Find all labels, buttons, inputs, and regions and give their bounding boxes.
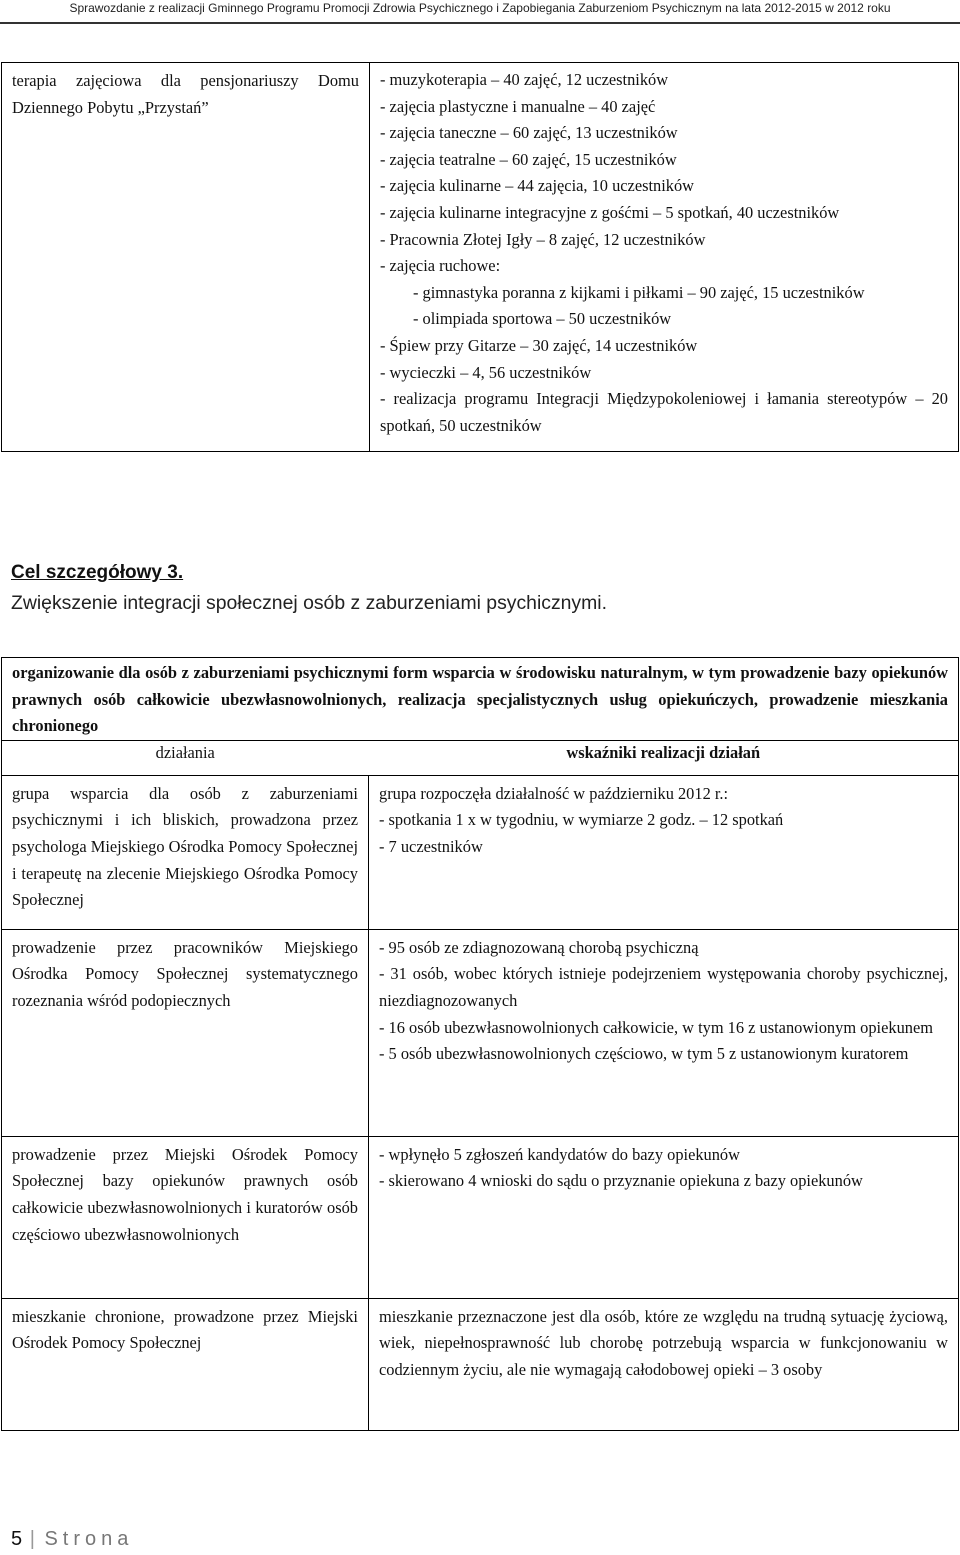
list-item: - 95 osób ze zdiagnozowaną chorobą psychiczną — [379, 937, 699, 957]
indicators-cell — [369, 775, 959, 929]
list-item: - 16 osób ubezwłasnowolnionych całkowicie, w tym 16 z ustanowionym opiekunem — [379, 1017, 933, 1037]
list-item: - gimnastyka poranna z kijkami i piłkami – 90 zajęć, 15 uczestników — [413, 282, 865, 302]
list-item: - skierowano 4 wnioski do sądu o przyznanie opiekuna z bazy opiekunów — [379, 1171, 863, 1191]
list-item: - wpłynęło 5 zgłoszeń kandydatów do bazy opiekunów — [379, 1144, 740, 1164]
list-item: - Śpiew przy Gitarze – 30 zajęć, 14 uczestników — [380, 335, 698, 355]
table-row — [2, 1136, 959, 1298]
list-item: - realizacja programu Integracji Międzypokoleniowej i łamania stereotypów – 20 spotkań, 50 uczestników — [380, 389, 948, 435]
column-header-actions: działania — [2, 740, 369, 775]
list-item: - zajęcia taneczne – 60 zajęć, 13 uczestników — [380, 123, 678, 143]
action-cell: grupa wsparcia dla osób z zaburzeniami psychicznymi i ich bliskich, prowadzona przez psychologa Miejskiego Ośrodka Pomocy Społecznej i terapeutę na zlecenie Miejskiego Ośrodka Pomocy Społecznej — [2, 775, 369, 929]
table-row — [2, 775, 959, 929]
table-row — [2, 1298, 959, 1430]
list-item: - 5 osób ubezwłasnowolnionych częściowo, w tym 5 z ustanowionym kuratorem — [379, 1044, 909, 1064]
list-item: mieszkanie przeznaczone jest dla osób, które ze względu na trudną sytuację życiową, wiek, niepełnosprawność lub chorobę potrzebują wsparcia w funkcjonowaniu w codziennym życiu, ale nie wymagają całodobowej opieki – 3 osoby — [379, 1306, 949, 1379]
indicators-cell — [370, 63, 959, 452]
list-item: - spotkania 1 x w tygodniu, w wymiarze 2 godz. – 12 spotkań — [379, 810, 784, 830]
footer-label: Strona — [44, 1528, 134, 1550]
footer-separator: | — [29, 1528, 36, 1550]
list-item: - zajęcia ruchowe: — [380, 256, 501, 276]
table-row — [2, 63, 959, 452]
page-header: Sprawozdanie z realizacji Gminnego Programu Promocji Zdrowia Psychicznego i Zapobiegania Zaburzeniom Psychicznym na lata 2012-2015 w 2012 roku — [69, 1, 891, 15]
support-table — [1, 657, 959, 1431]
list-item: grupa rozpoczęła działalność w październiku 2012 r.: — [379, 783, 729, 803]
list-item: - zajęcia kulinarne integracyjne z gośćmi – 5 spotkań, 40 uczestników — [380, 202, 840, 222]
list-item: - 7 uczestników — [379, 836, 483, 856]
header-rule — [0, 22, 960, 24]
action-cell: prowadzenie przez pracowników Miejskiego Ośrodka Pomocy Społecznej systematycznego rozeznania wśród podopiecznych — [2, 929, 369, 1136]
indicators-cell — [369, 1136, 959, 1298]
list-item: - zajęcia plastyczne i manualne – 40 zajęć — [380, 96, 656, 116]
action-cell: prowadzenie przez Miejski Ośrodek Pomocy Społecznej bazy opiekunów prawnych osób całkowicie ubezwłasnowolnionych i kuratorów osób częściowo ubezwłasnowolnionych — [2, 1136, 369, 1298]
list-item: - 31 osób, wobec których istnieje podejrzeniem występowania choroby psychicznej, niezdiagnozowanych — [379, 964, 949, 1010]
table-heading: organizowanie dla osób z zaburzeniami psychicznymi form wsparcia w środowisku naturalnym, w tym prowadzenie bazy opiekunów prawnych osób całkowicie ubezwłasnowolnionych, realizacja specjalistycznych usług opiekuńczych, prowadzenie mieszkania chronionego — [2, 658, 959, 741]
list-item: - zajęcia kulinarne – 44 zajęcia, 10 uczestników — [380, 176, 695, 196]
activity-cell: terapia zajęciowa dla pensjonariuszy Domu Dziennego Pobytu „Przystań” — [2, 63, 370, 452]
column-header-indicators: wskaźniki realizacji działań — [369, 740, 959, 775]
indicators-cell — [369, 1298, 959, 1430]
page-footer — [11, 1528, 133, 1551]
list-item: - zajęcia teatralne – 60 zajęć, 15 uczestników — [380, 149, 677, 169]
page-number: 5 — [11, 1528, 24, 1550]
section-subtitle: Zwiększenie integracji społecznej osób z zaburzeniami psychicznymi. — [11, 592, 607, 614]
list-item: - muzykoterapia – 40 zajęć, 12 uczestników — [380, 70, 669, 89]
list-item: - olimpiada sportowa – 50 uczestników — [413, 309, 672, 329]
section-title: Cel szczegółowy 3. — [11, 562, 184, 583]
indicators-cell — [369, 929, 959, 1136]
list-item: - wycieczki – 4, 56 uczestników — [380, 362, 592, 382]
therapy-table — [1, 62, 959, 452]
action-cell: mieszkanie chronione, prowadzone przez Miejski Ośrodek Pomocy Społecznej — [2, 1298, 369, 1430]
table-row — [2, 929, 959, 1136]
list-item: - Pracownia Złotej Igły – 8 zajęć, 12 uczestników — [380, 229, 706, 249]
